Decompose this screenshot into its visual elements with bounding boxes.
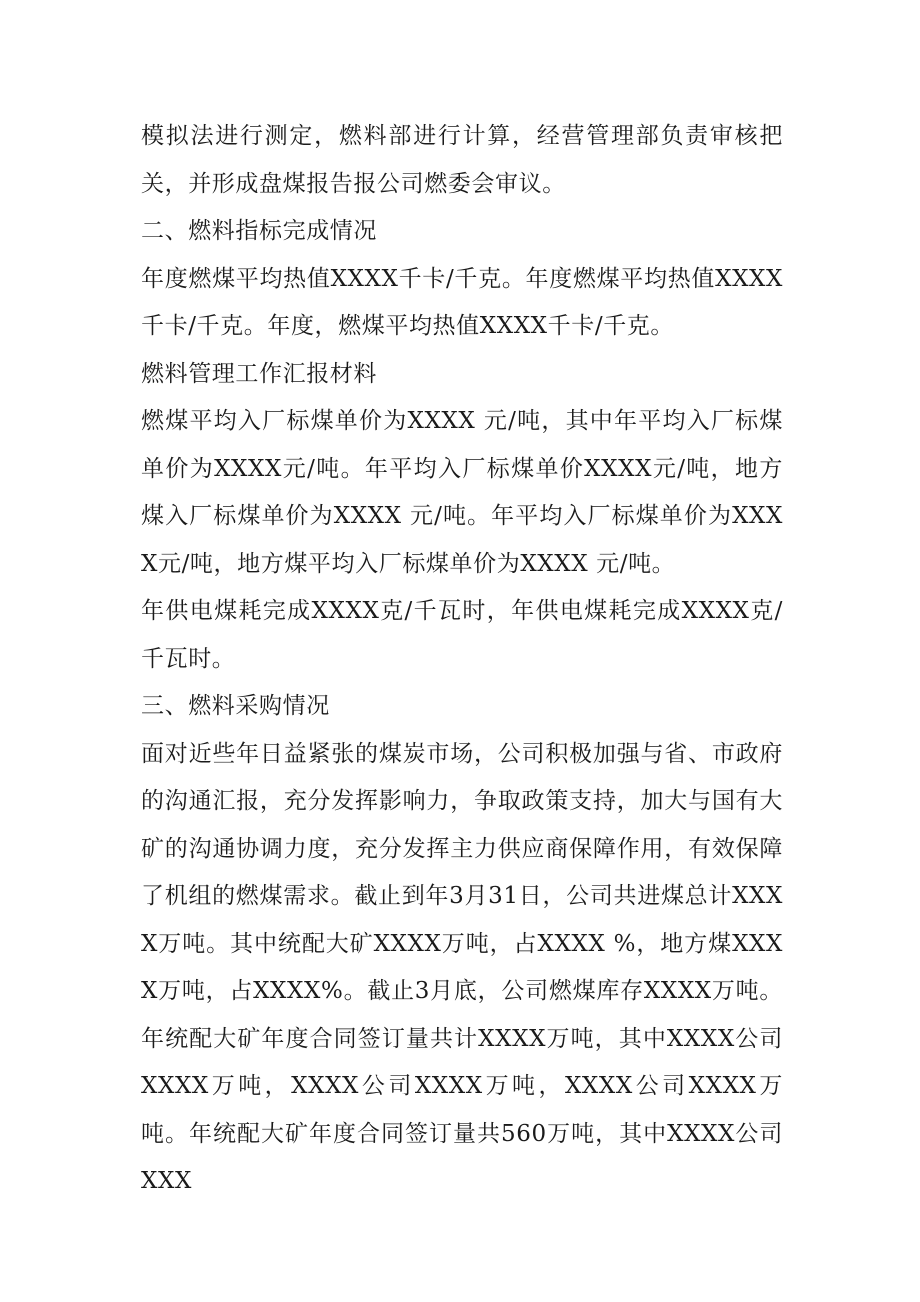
- document-body: [141, 113, 783, 1206]
- paragraph-calorific-value: 年度燃煤平均热值XXXX千卡/千克。年度燃煤平均热值XXXX千卡/千克。年度，燃煤平均热值XXXX千卡/千克。: [141, 265, 783, 339]
- paragraph-procurement-details: 面对近些年日益紧张的煤炭市场，公司积极加强与省、市政府的沟通汇报，充分发挥影响力，争取政策支持，加大与国有大矿的沟通协调力度，充分发挥主力供应商保障作用，有效保障了机组的燃煤需求。截止到年3月31日，公司共进煤总计XXXX万吨。其中统配大矿XXXX万吨，占XXXX %，地方煤XXXX万吨，占XXXX%。截止3月底，公司燃煤库存XXXX万吨。年统配大矿年度合同签订量共计XXXX万吨，其中XXXX公司XXXX万吨，XXXX公司XXXX万吨，XXXX公司XXXX万吨。年统配大矿年度合同签订量共560万吨，其中XXXX公司XXX: [141, 740, 783, 1194]
- paragraph-coal-inventory-method: 模拟法进行测定，燃料部进行计算，经营管理部负责审核把关，并形成盘煤报告报公司燃委会审议。: [141, 123, 783, 197]
- section-heading-fuel-procurement: 三、燃料采购情况: [141, 693, 330, 719]
- paragraph-coal-consumption: 年供电煤耗完成XXXX克/千瓦时，年供电煤耗完成XXXX克/千瓦时。: [141, 598, 783, 672]
- section-heading-fuel-indicators: 二、燃料指标完成情况: [141, 218, 377, 244]
- subheading-report-material: 燃料管理工作汇报材料: [141, 360, 377, 387]
- paragraph-standard-coal-price: 燃煤平均入厂标煤单价为XXXX 元/吨，其中年平均入厂标煤单价为XXXX元/吨。年平均入厂标煤单价XXXX元/吨，地方煤入厂标煤单价为XXXX 元/吨。年平均入厂标煤单价为XXXX元/吨，地方煤平均入厂标煤单价为XXXX 元/吨。: [141, 408, 783, 577]
